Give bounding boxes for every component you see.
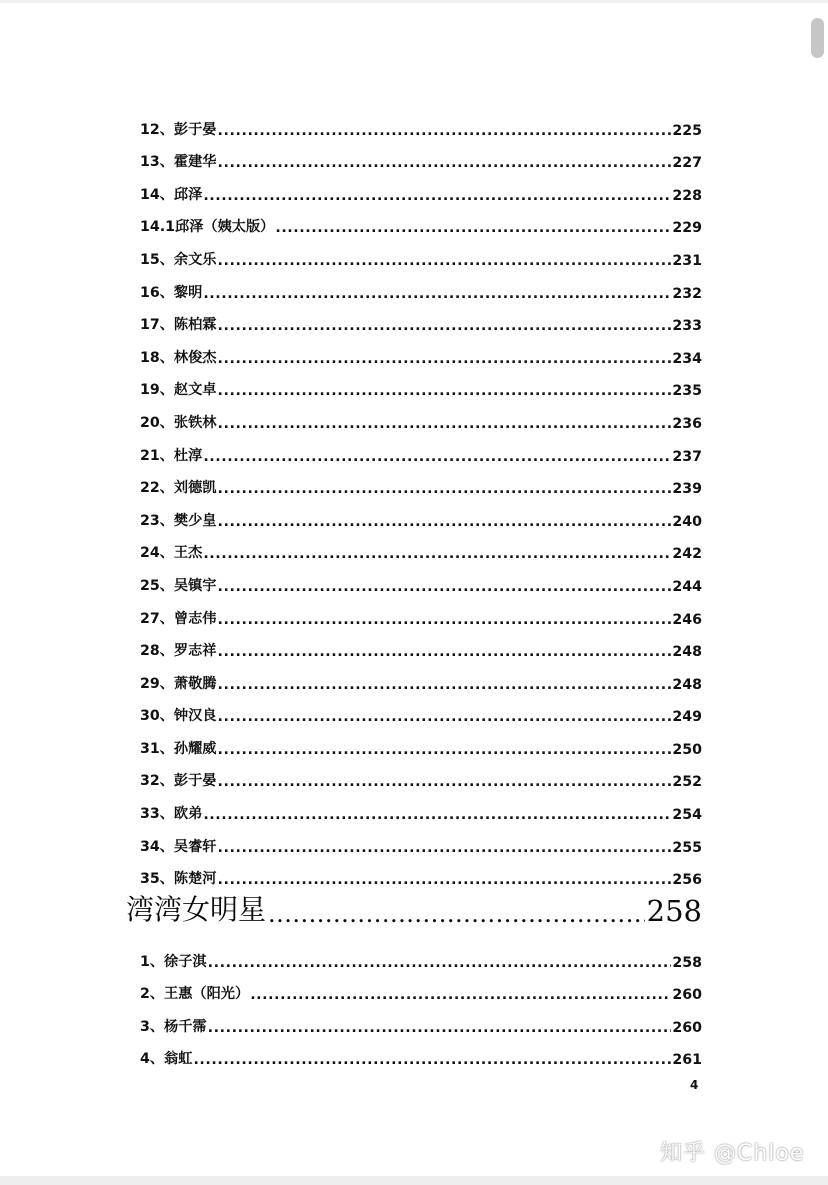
- toc-entry[interactable]: [140, 269, 702, 302]
- toc-entry[interactable]: [140, 204, 702, 237]
- toc-entry-label: 24、王杰: [140, 545, 203, 562]
- toc-entry-page: 235: [672, 383, 702, 400]
- toc-entry-label: 34、吴睿轩: [140, 838, 217, 855]
- dot-leader: [218, 481, 672, 497]
- toc-entry-page: 225: [672, 122, 702, 139]
- dot-leader: [218, 383, 672, 399]
- toc-entry[interactable]: [140, 1003, 702, 1036]
- toc-entry-page: 234: [672, 350, 702, 367]
- section-heading-page: 258: [646, 894, 702, 928]
- toc-entry[interactable]: [140, 693, 702, 726]
- toc-entry[interactable]: [140, 938, 702, 971]
- toc-entry-label: 32、彭于晏: [140, 773, 217, 790]
- dot-leader: [218, 742, 672, 758]
- toc-entry[interactable]: [140, 660, 702, 693]
- dot-leader: [208, 1020, 672, 1036]
- toc-entry[interactable]: [140, 334, 702, 367]
- toc-entry-label: 35、陈楚河: [140, 871, 217, 888]
- toc-entry[interactable]: [140, 399, 702, 432]
- toc-entry-label: 14、邱泽: [140, 186, 203, 203]
- table-of-contents: [140, 106, 702, 888]
- toc-entry[interactable]: [140, 790, 702, 823]
- dot-leader: [218, 644, 672, 660]
- toc-entry-label: 15、余文乐: [140, 251, 217, 268]
- toc-entry-label: 14.1邱泽（姨太版）: [140, 219, 275, 236]
- toc-entry[interactable]: [140, 236, 702, 269]
- toc-entry-page: 260: [672, 1019, 702, 1036]
- toc-entry-label: 27、曾志伟: [140, 610, 217, 627]
- toc-entry-label: 17、陈柏霖: [140, 317, 217, 334]
- watermark: 知乎 @Chloe: [660, 1141, 805, 1166]
- toc-entry-label: 13、霍建华: [140, 154, 217, 171]
- toc-entry[interactable]: [140, 725, 702, 758]
- toc-entry-label: 25、吴镇宇: [140, 577, 217, 594]
- toc-entry-page: 228: [672, 187, 702, 204]
- dot-leader: [218, 612, 672, 628]
- toc-entry-page: 233: [672, 318, 702, 335]
- toc-entry-page: 254: [672, 807, 702, 824]
- toc-entry[interactable]: [140, 562, 702, 595]
- toc-entry[interactable]: [140, 971, 702, 1004]
- toc-entry-page: 248: [672, 644, 702, 661]
- toc-entry-label: 33、欧弟: [140, 806, 203, 823]
- dot-leader: [203, 807, 671, 823]
- dot-leader: [218, 351, 672, 367]
- toc-entry-label: 21、杜淳: [140, 447, 203, 464]
- toc-entry-page: 255: [672, 839, 702, 856]
- dot-leader: [218, 318, 672, 334]
- toc-entry-page: 240: [672, 513, 702, 530]
- toc-entry-page: 260: [672, 987, 702, 1004]
- section-heading[interactable]: [126, 886, 702, 928]
- toc-entry-page: 231: [672, 252, 702, 269]
- toc-entry-label: 16、黎明: [140, 284, 203, 301]
- section-entries: [140, 938, 702, 1068]
- toc-entry[interactable]: [140, 302, 702, 335]
- toc-entry-label: 2、王惠（阳光）: [140, 986, 250, 1003]
- toc-entry[interactable]: [140, 465, 702, 498]
- toc-entry[interactable]: [140, 139, 702, 172]
- toc-entry-page: 236: [672, 415, 702, 432]
- toc-entry-label: 1、徐子淇: [140, 953, 207, 970]
- toc-entry-label: 4、翁虹: [140, 1051, 193, 1068]
- toc-entry[interactable]: [140, 432, 702, 465]
- toc-entry-page: 252: [672, 774, 702, 791]
- toc-entry-label: 23、樊少皇: [140, 512, 217, 529]
- toc-entry-page: 229: [672, 220, 702, 237]
- dot-leader: [203, 286, 671, 302]
- toc-entry-page: 261: [672, 1052, 702, 1069]
- dot-leader: [203, 188, 671, 204]
- toc-entry[interactable]: [140, 367, 702, 400]
- page-bottom-edge: [0, 1176, 828, 1185]
- toc-entry[interactable]: [140, 171, 702, 204]
- toc-entry[interactable]: [140, 628, 702, 661]
- page-top-edge: [0, 0, 828, 3]
- dot-leader: [218, 709, 672, 725]
- dot-leader: [268, 900, 645, 928]
- dot-leader: [203, 449, 671, 465]
- toc-entry[interactable]: [140, 497, 702, 530]
- dot-leader: [218, 123, 672, 139]
- toc-entry[interactable]: [140, 758, 702, 791]
- toc-entry-label: 29、萧敬腾: [140, 675, 217, 692]
- scrollbar-thumb[interactable]: [811, 18, 824, 58]
- page-number: 4: [690, 1078, 699, 1092]
- toc-entry-page: 246: [672, 611, 702, 628]
- dot-leader: [275, 220, 671, 236]
- toc-entry-label: 18、林俊杰: [140, 349, 217, 366]
- toc-entry-label: 31、孙耀威: [140, 740, 217, 757]
- toc-entry[interactable]: [140, 595, 702, 628]
- dot-leader: [218, 416, 672, 432]
- toc-entry-page: 249: [672, 709, 702, 726]
- toc-entry-label: 28、罗志祥: [140, 643, 217, 660]
- toc-entry-page: 256: [672, 872, 702, 889]
- toc-entry[interactable]: [140, 106, 702, 139]
- toc-entry[interactable]: [140, 856, 702, 889]
- dot-leader: [218, 579, 672, 595]
- toc-entry-label: 3、杨千霈: [140, 1018, 207, 1035]
- toc-entry-page: 244: [672, 578, 702, 595]
- toc-entry-label: 12、彭于晏: [140, 121, 217, 138]
- toc-entry-page: 239: [672, 481, 702, 498]
- toc-entry-label: 30、钟汉良: [140, 708, 217, 725]
- toc-entry-page: 248: [672, 676, 702, 693]
- toc-entry-page: 232: [672, 285, 702, 302]
- toc-entry-page: 227: [672, 155, 702, 172]
- toc-entry[interactable]: [140, 530, 702, 563]
- toc-entry-page: 250: [672, 741, 702, 758]
- toc-entry-label: 20、张铁林: [140, 414, 217, 431]
- toc-entry-label: 22、刘德凯: [140, 480, 217, 497]
- toc-entry-page: 242: [672, 546, 702, 563]
- dot-leader: [208, 955, 672, 971]
- dot-leader: [250, 987, 671, 1003]
- toc-entry[interactable]: [140, 823, 702, 856]
- dot-leader: [193, 1052, 671, 1068]
- dot-leader: [218, 514, 672, 530]
- dot-leader: [203, 546, 671, 562]
- toc-entry-label: 19、赵文卓: [140, 382, 217, 399]
- toc-entry[interactable]: [140, 1036, 702, 1069]
- dot-leader: [218, 840, 672, 856]
- section-heading-label: 湾湾女明星: [126, 893, 267, 926]
- dot-leader: [218, 774, 672, 790]
- dot-leader: [218, 253, 672, 269]
- toc-entry-page: 258: [672, 954, 702, 971]
- dot-leader: [218, 677, 672, 693]
- dot-leader: [218, 155, 672, 171]
- toc-entry-page: 237: [672, 448, 702, 465]
